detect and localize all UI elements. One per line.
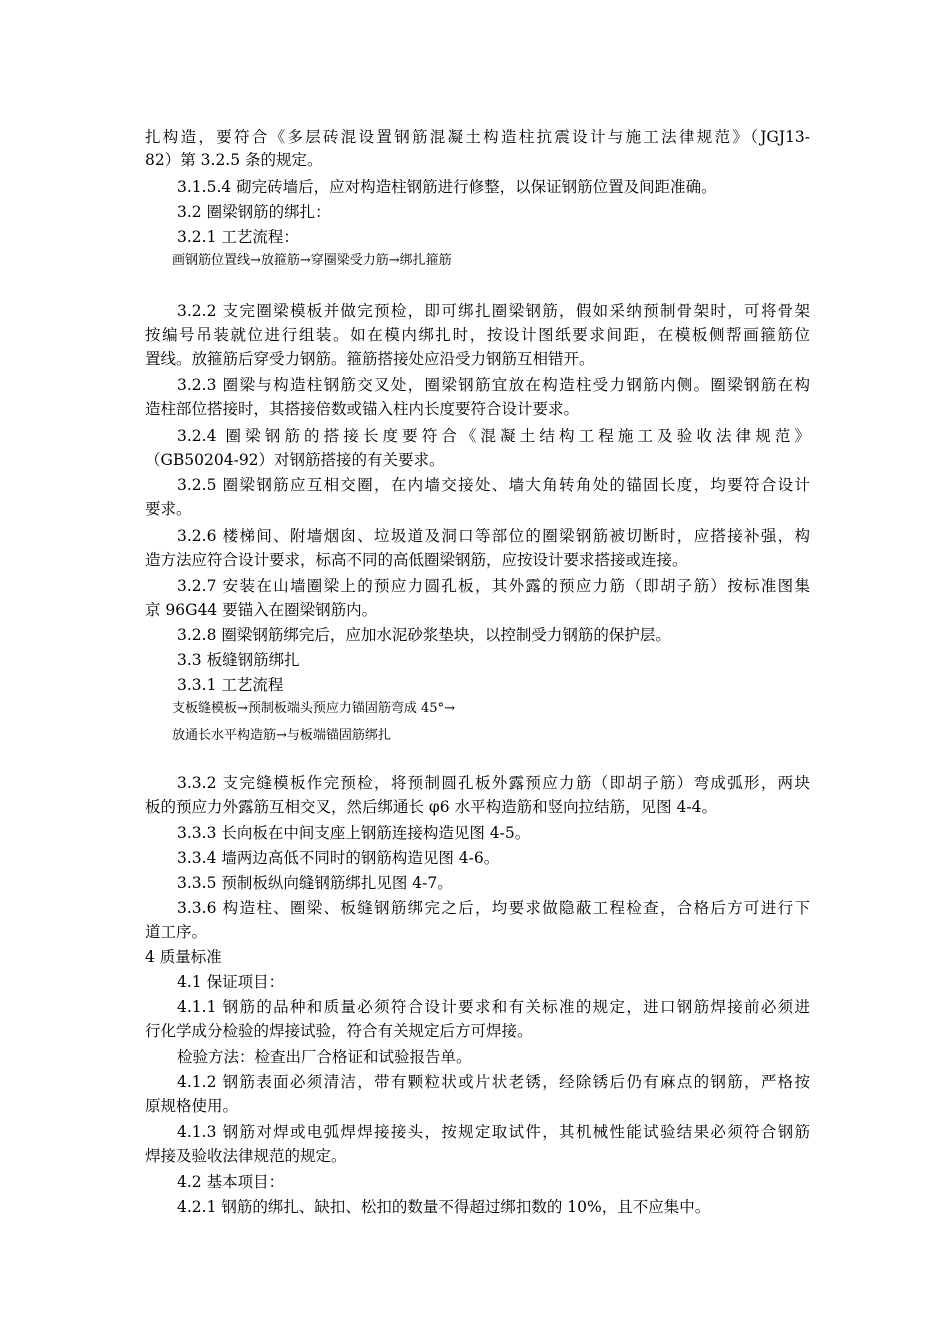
text-line: 3.2.6 楼梯间、附墙烟囱、垃圾道及洞口等部位的圈梁钢筋被切断时，应搭接补强，构 [177, 527, 810, 545]
text-line: 4.1.3 钢筋对焊或电弧焊焊接接头，按规定取试件，其机械性能试验结果必须符合钢筋 [177, 1123, 810, 1141]
text-line: 3.3.3 长向板在中间支座上钢筋连接构造见图 4-5。 [177, 824, 531, 842]
text-line: 3.2.3 圈梁与构造柱钢筋交叉处，圈梁钢筋宜放在构造柱受力钢筋内侧。圈梁钢筋在构 [177, 376, 810, 394]
text-line: 京 96G44 要锚入在圈梁钢筋内。 [145, 601, 378, 619]
text-line: 道工序。 [145, 923, 208, 941]
text-line: 4.2.1 钢筋的绑扎、缺扣、松扣的数量不得超过绑扣数的 10%，且不应集中。 [177, 1198, 711, 1216]
text-line: 焊接及验收法律规范的规定。 [145, 1147, 347, 1165]
text-line: 置线。放箍筋后穿受力钢筋。箍筋搭接处应沿受力钢筋互相错开。 [145, 350, 595, 368]
text-line: 造柱部位搭接时，其搭接倍数或锚入柱内长度要符合设计要求。 [145, 400, 580, 418]
process-flow: 放通长水平构造筋→与板端锚固筋绑扎 [172, 728, 391, 743]
text-line: 原规格使用。 [145, 1097, 239, 1115]
text-line: 行化学成分检验的焊接试验，符合有关规定后方可焊接。 [145, 1022, 533, 1040]
text-line: 按编号吊装就位进行组装。如在模内绑扎时，按设计图纸要求间距，在模板侧帮画箍筋位 [145, 326, 810, 344]
text-line: 3.1.5.4 砌完砖墙后，应对构造柱钢筋进行修整，以保证钢筋位置及间距准确。 [177, 178, 717, 196]
text-line: 扎构造，要符合《多层砖混设置钢筋混凝土构造柱抗震设计与施工法律规范》（JGJ13- [145, 128, 810, 146]
text-line: 造方法应符合设计要求，标高不同的高低圈梁钢筋，应按设计要求搭接或连接。 [145, 551, 688, 569]
section-heading: 4.2 基本项目： [177, 1173, 285, 1191]
section-heading: 3.3 板缝钢筋绑扎 [177, 651, 300, 669]
text-line: 3.2.4 圈梁钢筋的搭接长度要符合《混凝土结构工程施工及验收法律规范》 [177, 427, 810, 445]
text-line: 3.2.5 圈梁钢筋应互相交圈，在内墙交接处、墙大角转角处的锚固长度，均要符合设计 [177, 476, 810, 494]
text-line: 82）第 3.2.5 条的规定。 [145, 151, 323, 169]
text-line: 3.3.6 构造柱、圈梁、板缝钢筋绑完之后，均要求做隐蔽工程检查，合格后方可进行下 [177, 899, 810, 917]
text-line: 3.2.2 支完圈梁模板并做完预检，即可绑扎圈梁钢筋，假如采纳预制骨架时，可将骨架 [177, 302, 810, 320]
section-heading: 4.1 保证项目： [177, 973, 285, 991]
text-line: 板的预应力外露筋互相交叉，然后绑通长 φ6 水平构造筋和竖向拉结筋，见图 4-4。 [145, 798, 717, 816]
subsection-heading: 3.2.1 工艺流程： [177, 228, 299, 246]
text-line: 要求。 [145, 500, 192, 518]
text-line: （GB50204-92）对钢筋搭接的有关要求。 [145, 451, 445, 469]
section-heading: 3.2 圈梁钢筋的绑扎： [177, 203, 331, 221]
text-line: 3.3.4 墙两边高低不同时的钢筋构造见图 4-6。 [177, 849, 500, 867]
text-line: 3.2.7 安装在山墙圈梁上的预应力圆孔板，其外露的预应力筋（即胡子筋）按标准图集 [177, 577, 810, 595]
text-line: 3.3.5 预制板纵向缝钢筋绑扎见图 4-7。 [177, 874, 453, 892]
text-line: 3.2.8 圈梁钢筋绑完后，应加水泥砂浆垫块，以控制受力钢筋的保护层。 [177, 626, 671, 644]
text-line: 4.1.1 钢筋的品种和质量必须符合设计要求和有关标准的规定，进口钢筋焊接前必须进 [177, 998, 810, 1016]
chapter-heading: 4 质量标准 [145, 948, 222, 966]
process-flow: 画钢筋位置线→放箍筋→穿圈梁受力筋→绑扎箍筋 [172, 253, 452, 268]
process-flow: 支板缝模板→预制板端头预应力锚固筋弯成 45°→ [172, 701, 455, 716]
subsection-heading: 3.3.1 工艺流程 [177, 676, 284, 694]
text-line: 4.1.2 钢筋表面必须清洁，带有颗粒状或片状老锈，经除锈后仍有麻点的钢筋，严格按 [177, 1073, 810, 1091]
text-line: 3.3.2 支完缝模板作完预检，将预制圆孔板外露预应力筋（即胡子筋）弯成弧形，两块 [177, 774, 810, 792]
text-line: 检验方法：检查出厂合格证和试验报告单。 [177, 1048, 472, 1066]
